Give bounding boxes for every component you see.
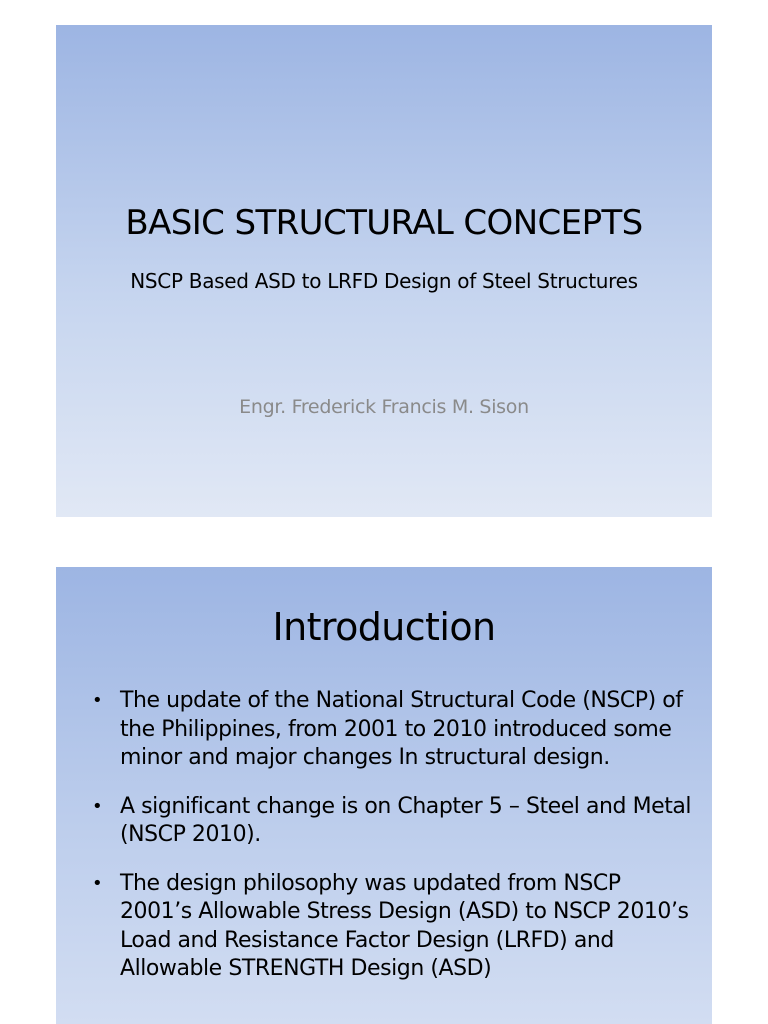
slide-heading: Introduction [272, 605, 496, 649]
bullet-text: The update of the National Structural Code (NSCP) of the Philippines, from 2001 to 2010 introduced some minor and major changes In structural design. [120, 688, 683, 770]
slide-title: BASIC STRUCTURAL CONCEPTS [125, 203, 643, 243]
bullet-icon: • [92, 690, 103, 711]
bullet-text: The design philosophy was updated from NSCP 2001’s Allowable Stress Design (ASD) to NSCP 2010’s Load and Resistance Factor Design (LRFD) and Allowable STRENGTH Design (ASD) [120, 870, 689, 981]
title-slide [56, 25, 712, 517]
bullet-item [92, 793, 692, 850]
author-name: Engr. Frederick Francis M. Sison [239, 396, 529, 418]
bullet-icon: • [92, 795, 103, 817]
slide-subtitle: NSCP Based ASD to LRFD Design of Steel Structures [130, 269, 638, 293]
bullet-icon: • [92, 872, 103, 894]
bullet-text: A significant change is on Chapter 5 – Steel and Metal (NSCP 2010). [120, 793, 692, 847]
bullet-item [92, 687, 692, 773]
bullet-list [92, 687, 692, 1004]
bullet-item [92, 870, 692, 984]
introduction-slide [56, 567, 712, 1024]
